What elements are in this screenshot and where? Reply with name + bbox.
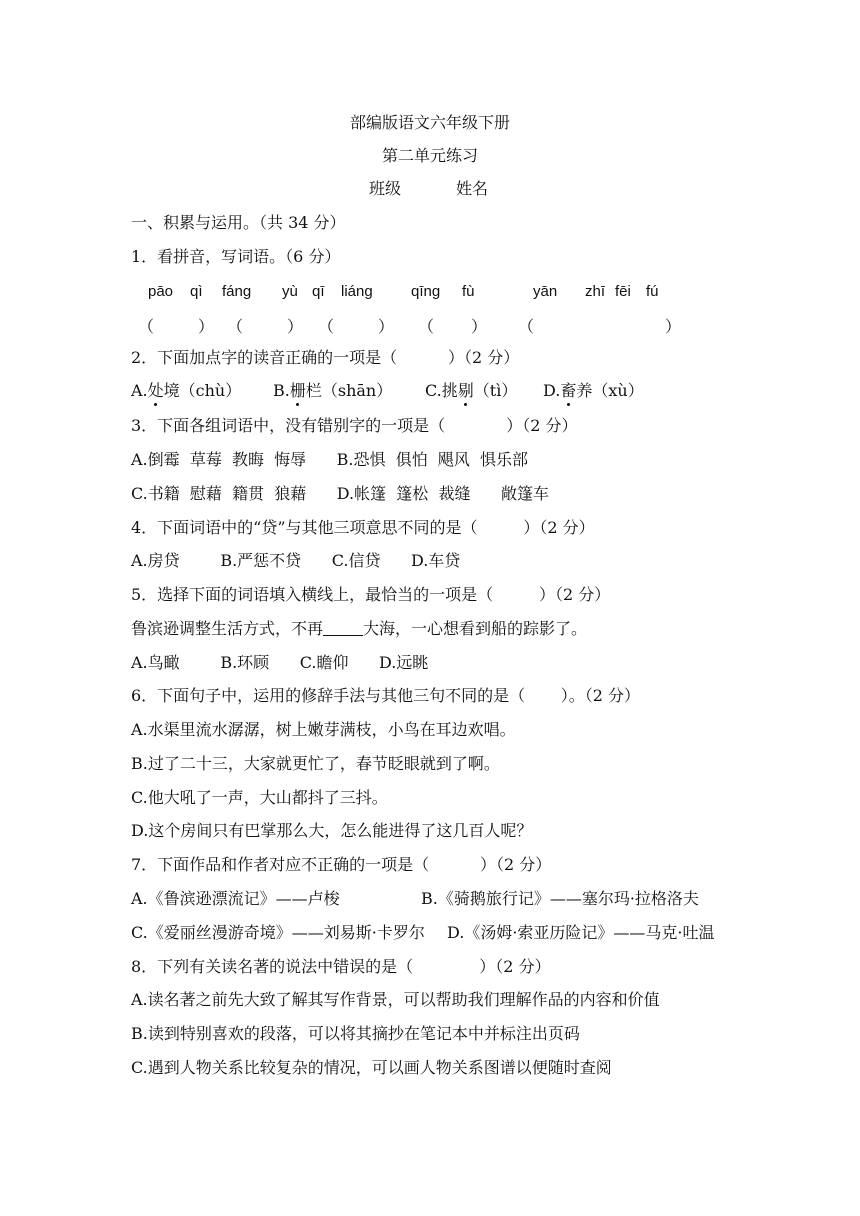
question-7-stem: 7．下面作品和作者对应不正确的一项是（ ）（2 分） — [131, 855, 552, 874]
pinyin: fù — [462, 283, 475, 300]
document-subtitle: 第二单元练习 — [381, 146, 478, 165]
answer-blank-open[interactable]: （ — [138, 317, 155, 336]
dotted-character: 剔 — [457, 381, 474, 400]
question-3-stem: 3．下面各组词语中，没有错别字的一项是（ ）（2 分） — [131, 416, 578, 435]
answer-blank-open[interactable]: （ — [227, 317, 244, 336]
pinyin: yù — [282, 283, 298, 300]
answer-blank-close: ） — [665, 317, 682, 336]
answer-blank-open[interactable]: （ — [518, 317, 535, 336]
option-text: 境（chù） — [163, 381, 242, 400]
sentence-end: 大海，一心想看到船的踪影了。 — [363, 619, 588, 638]
answer-blank-close: ） — [378, 317, 395, 336]
pinyin: fáng — [222, 283, 252, 300]
option-text: C.挑 — [425, 381, 458, 400]
option-d[interactable] — [543, 380, 644, 402]
fill-in-sentence — [131, 618, 587, 640]
answer-blank-close: ） — [287, 317, 304, 336]
answer-blank-close: ） — [471, 317, 488, 336]
dotted-character: 畜 — [560, 381, 577, 400]
option-text: 养（xù） — [576, 381, 644, 400]
option-letter: A. — [131, 381, 148, 400]
question-4-options[interactable]: A.房贷 B.严惩不贷 C.信贷 D.车贷 — [131, 551, 461, 570]
question-2-stem: 2．下面加点字的读音正确的一项是（ ）（2 分） — [131, 348, 520, 367]
answer-blank-close: ） — [198, 317, 215, 336]
option-b[interactable] — [273, 380, 392, 402]
fill-in-blank[interactable] — [323, 619, 363, 636]
option-text: （tì） — [473, 381, 518, 400]
document-title: 部编版语文六年级下册 — [349, 113, 510, 132]
option-c[interactable]: C.《爱丽丝漫游奇境》——刘易斯·卡罗尔 — [131, 923, 425, 942]
option-c[interactable]: C.遇到人物关系比较复杂的情况，可以画人物关系图谱以便随时查阅 — [131, 1058, 612, 1077]
question-1-stem: 1．看拼音，写词语。（6 分） — [131, 247, 341, 266]
question-8-stem: 8．下列有关读名著的说法中错误的是（ ）（2 分） — [131, 957, 551, 976]
pinyin: fēi — [615, 283, 631, 300]
option-a[interactable] — [131, 380, 241, 402]
pinyin: qì — [190, 283, 203, 300]
dotted-character: 栅 — [289, 381, 306, 400]
answer-blank-open[interactable]: （ — [318, 317, 335, 336]
option-b[interactable]: B.过了二十三，大家就更忙了，春节眨眼就到了啊。 — [131, 754, 500, 773]
option-d[interactable]: D.《汤姆·索亚历险记》——马克·吐温 — [447, 923, 715, 942]
pinyin: fú — [646, 283, 659, 300]
sentence-start: 鲁滨逊调整生活方式，不再 — [131, 619, 324, 638]
option-a[interactable]: A.《鲁滨逊漂流记》——卢梭 — [131, 889, 340, 908]
pinyin: zhī — [585, 283, 606, 300]
option-letter: B. — [273, 381, 290, 400]
question-5-options[interactable]: A.鸟瞰 B.环顾 C.瞻仰 D.远眺 — [131, 653, 429, 672]
options-a-b[interactable]: A.倒霉 草莓 教晦 悔辱 B.恐惧 俱怕 飓风 惧乐部 — [131, 450, 529, 469]
option-b[interactable]: B.《骑鹅旅行记》——塞尔玛·拉格洛夫 — [421, 889, 699, 908]
option-a[interactable]: A.水渠里流水潺潺，树上嫩芽满枝，小鸟在耳边欢唱。 — [131, 720, 516, 739]
dotted-character: 处 — [147, 381, 164, 400]
section-heading: 一、积累与运用。（共 34 分） — [131, 213, 346, 232]
options-c-d[interactable]: C.书籍 慰藉 籍贯 狼藉 D.帐篷 篷松 裁缝 敞篷车 — [131, 484, 549, 503]
option-d[interactable]: D.这个房间只有巴掌那么大，怎么能进得了这几百人呢？ — [131, 821, 533, 840]
class-label: 班级 — [369, 179, 402, 198]
option-b[interactable]: B.读到特别喜欢的段落，可以将其摘抄在笔记本中并标注出页码 — [131, 1024, 580, 1043]
pinyin: qī — [312, 283, 325, 300]
pinyin: pāo — [148, 283, 174, 300]
name-label: 姓名 — [456, 179, 489, 198]
option-c[interactable]: C.他大吼了一声，大山都抖了三抖。 — [131, 788, 388, 807]
option-a[interactable]: A.读名著之前先大致了解其写作背景，可以帮助我们理解作品的内容和价值 — [131, 990, 660, 1009]
option-letter: D. — [543, 381, 561, 400]
pinyin: qīng — [411, 283, 441, 300]
pinyin: yān — [533, 283, 558, 300]
question-4-stem: 4．下面词语中的“贷”与其他三项意思不同的是（ ）（2 分） — [131, 518, 595, 537]
pinyin: liáng — [341, 283, 373, 300]
option-c[interactable] — [425, 380, 517, 402]
question-6-stem: 6．下面句子中，运用的修辞手法与其他三句不同的是（ ）。（2 分） — [131, 686, 641, 705]
option-text: 栏（shān） — [305, 381, 393, 400]
answer-blank-open[interactable]: （ — [418, 317, 435, 336]
question-5-stem: 5．选择下面的词语填入横线上，最恰当的一项是（ ）（2 分） — [131, 585, 611, 604]
